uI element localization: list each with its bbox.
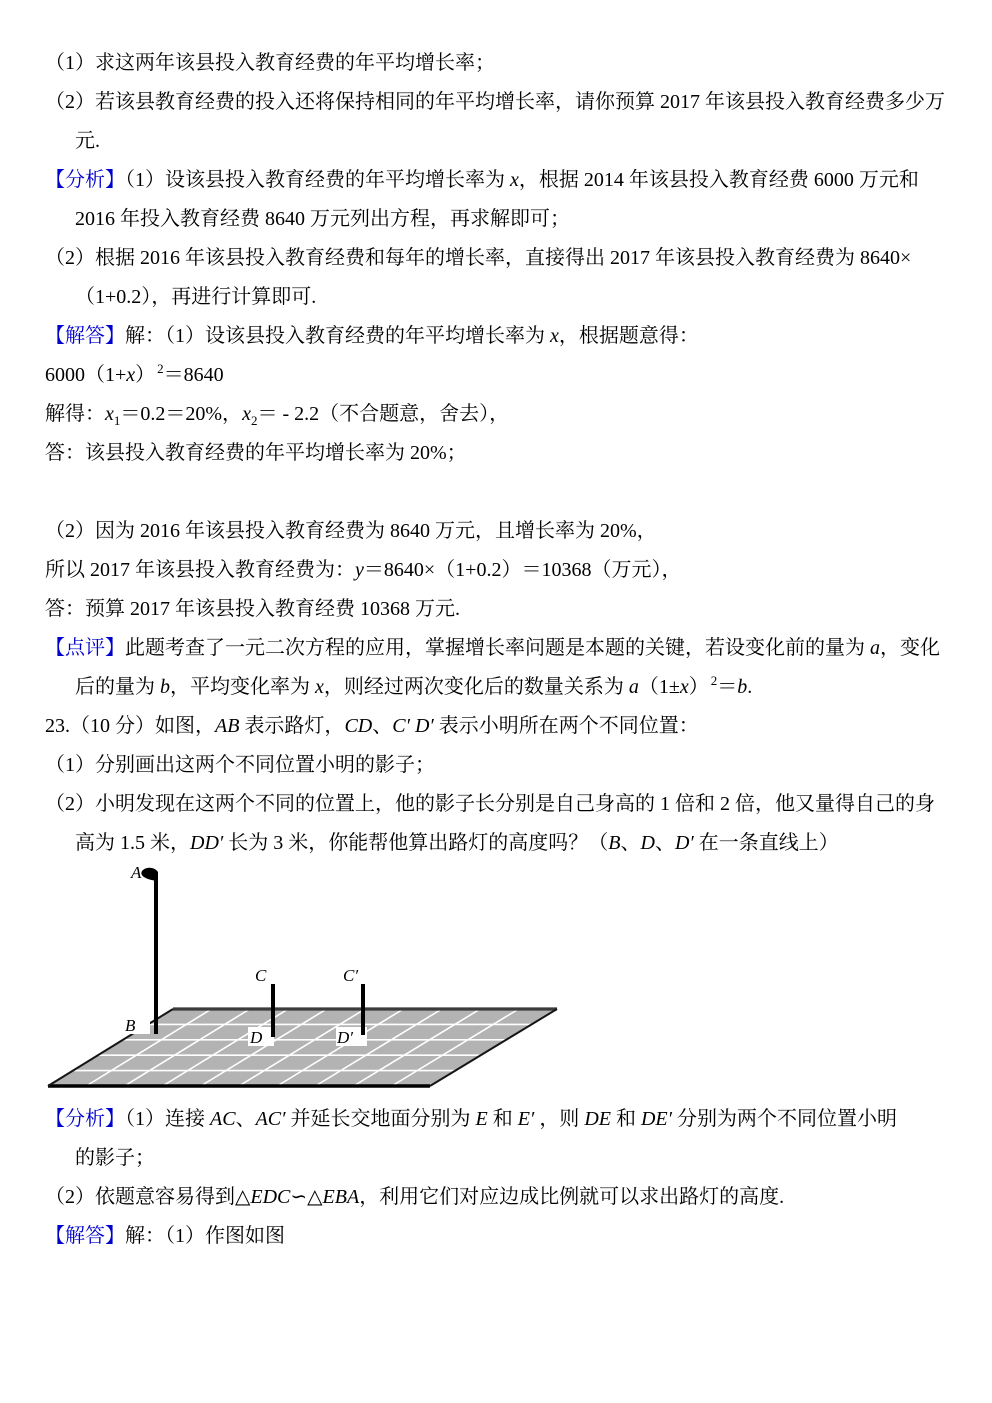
text-line bbox=[45, 668, 965, 707]
text-line bbox=[45, 590, 965, 629]
text-segment: ） bbox=[135, 364, 156, 386]
text-segment: E′ bbox=[517, 1108, 535, 1130]
text-segment: ，利用它们对应边成比例就可以求出路灯的高度. bbox=[359, 1186, 785, 1208]
text-segment: 和 bbox=[610, 1108, 641, 1130]
blank-line bbox=[45, 473, 965, 512]
text-line bbox=[45, 356, 965, 395]
lamp-head-icon bbox=[141, 868, 158, 881]
text-segment: （2）若该县教育经费的投入还将保持相同的年平均增长率，请你预算 2017 年该县投入教育经费多少万 bbox=[45, 91, 945, 113]
figure-block bbox=[45, 863, 965, 1100]
text-line bbox=[45, 1100, 965, 1139]
text-segment: 、 bbox=[235, 1108, 256, 1130]
text-segment: E bbox=[475, 1108, 488, 1130]
text-segment: AB bbox=[215, 715, 240, 737]
text-segment: 高为 1.5 米， bbox=[75, 832, 190, 854]
text-segment: ，则经过两次变化后的数量关系为 bbox=[323, 676, 629, 698]
text-segment: 在一条直线上） bbox=[693, 832, 839, 854]
text-line bbox=[45, 317, 965, 356]
text-segment: EDC bbox=[250, 1186, 291, 1208]
text-segment: ，平均变化率为 bbox=[170, 676, 315, 698]
text-segment: （1）求这两年该县投入教育经费的年平均增长率； bbox=[45, 52, 495, 74]
text-segment: x bbox=[105, 403, 114, 425]
text-segment: D′ bbox=[674, 832, 694, 854]
text-segment: （1）连接 bbox=[125, 1108, 210, 1130]
text-block-top bbox=[45, 44, 965, 863]
text-segment: 答：预算 2017 年该县投入教育经费 10368 万元. bbox=[45, 598, 460, 620]
text-segment: 此题考查了一元二次方程的应用，掌握增长率问题是本题的关键，若设变化前的量为 bbox=[125, 637, 870, 659]
text-segment: ＝8640×（1+0.2）＝10368（万元）， bbox=[363, 559, 682, 581]
text-segment: 的影子； bbox=[75, 1147, 155, 1169]
text-segment: 所以 2017 年该县投入教育经费为： bbox=[45, 559, 355, 581]
text-segment: C′ D′ bbox=[392, 715, 434, 737]
text-segment: 1 bbox=[113, 413, 121, 428]
text-segment: ） bbox=[688, 676, 709, 698]
text-line bbox=[45, 122, 965, 161]
text-segment: （1）设该县投入教育经费的年平均增长率为 bbox=[125, 169, 510, 191]
text-segment: DE bbox=[584, 1108, 611, 1130]
text-segment: 2016 年投入教育经费 8640 万元列出方程，再求解即可； bbox=[75, 208, 570, 230]
figure-label-c-prime: C′ bbox=[343, 966, 359, 985]
text-segment: b bbox=[160, 676, 170, 698]
text-segment: x bbox=[510, 169, 519, 191]
figure-label-d-prime: D′ bbox=[337, 1028, 353, 1047]
text-block-bottom bbox=[45, 1100, 965, 1256]
text-segment: ，变化 bbox=[880, 637, 940, 659]
text-segment: 解：（1）设该县投入教育经费的年平均增长率为 bbox=[125, 325, 550, 347]
text-line bbox=[45, 785, 965, 824]
text-segment: 、 bbox=[620, 832, 641, 854]
text-segment: x bbox=[679, 676, 689, 698]
text-segment: ＝0.2＝20%， bbox=[120, 403, 243, 425]
text-segment: CD bbox=[344, 715, 373, 737]
figure-label-b: B bbox=[125, 1016, 136, 1035]
text-segment: 、 bbox=[654, 832, 675, 854]
text-line bbox=[45, 512, 965, 551]
text-segment: a bbox=[628, 676, 639, 698]
section-tag: 【解答】 bbox=[45, 1225, 125, 1247]
text-segment: y bbox=[355, 559, 364, 581]
text-segment: （2）根据 2016 年该县投入教育经费和每年的增长率，直接得出 2017 年该县投入教育经费为 8640× bbox=[45, 247, 912, 269]
text-segment: x bbox=[242, 403, 251, 425]
text-segment: EBA bbox=[322, 1186, 360, 1208]
figure-label-a: A bbox=[131, 863, 142, 882]
text-segment: b bbox=[737, 676, 748, 698]
text-line bbox=[45, 629, 965, 668]
text-line bbox=[45, 161, 965, 200]
figure-label-d: D bbox=[250, 1028, 263, 1047]
text-line bbox=[45, 707, 965, 746]
text-line bbox=[45, 83, 965, 122]
text-line bbox=[45, 1178, 965, 1217]
text-segment: B bbox=[608, 832, 621, 854]
text-line bbox=[45, 395, 965, 434]
text-segment: x bbox=[126, 364, 136, 386]
text-line bbox=[45, 200, 965, 239]
text-segment: 答：该县投入教育经费的年平均增长率为 20%； bbox=[45, 442, 467, 464]
text-line bbox=[45, 1139, 965, 1178]
text-segment: （2）因为 2016 年该县投入教育经费为 8640 万元，且增长率为 20%， bbox=[45, 520, 657, 542]
text-segment: 长为 3 米，你能帮他算出路灯的高度吗？（ bbox=[223, 832, 609, 854]
text-segment: 表示路灯， bbox=[239, 715, 345, 737]
section-tag: 【分析】 bbox=[45, 1108, 125, 1130]
text-segment: ∽△ bbox=[290, 1186, 323, 1208]
section-tag: 【分析】 bbox=[45, 169, 125, 191]
text-line bbox=[45, 44, 965, 83]
text-segment: 分别为两个不同位置小明 bbox=[672, 1108, 898, 1130]
text-segment: 2 bbox=[710, 673, 718, 689]
text-segment: D bbox=[640, 832, 655, 854]
text-segment: 6000（1+ bbox=[45, 364, 127, 386]
text-segment: （2）小明发现在这两个不同的位置上，他的影子长分别是自己身高的 1 倍和 2 倍，他又量得自己的身 bbox=[45, 793, 935, 815]
section-tag: 【解答】 bbox=[45, 325, 125, 347]
section-tag: 【点评】 bbox=[45, 637, 125, 659]
text-segment: AC′ bbox=[255, 1108, 286, 1130]
text-line bbox=[45, 746, 965, 785]
text-segment: 23.（10 分）如图， bbox=[45, 715, 215, 737]
text-segment: ＝ bbox=[717, 676, 738, 698]
text-segment: （1± bbox=[638, 676, 680, 698]
text-line bbox=[45, 551, 965, 590]
text-segment: DE′ bbox=[640, 1108, 673, 1130]
text-line bbox=[45, 239, 965, 278]
text-segment: 2 bbox=[250, 413, 258, 428]
text-segment: x bbox=[315, 676, 324, 698]
text-segment: 、 bbox=[372, 715, 393, 737]
text-segment: a bbox=[870, 637, 880, 659]
text-segment: ，则 bbox=[534, 1108, 585, 1130]
text-segment: 2 bbox=[157, 361, 164, 377]
text-segment: （1+0.2），再进行计算即可. bbox=[75, 286, 317, 308]
text-segment: ＝ - 2.2（不合题意，舍去）， bbox=[257, 403, 510, 425]
document-body bbox=[45, 44, 965, 1256]
text-line bbox=[45, 278, 965, 317]
text-segment: ，根据题意得： bbox=[558, 325, 699, 347]
text-segment: （1）分别画出这两个不同位置小明的影子； bbox=[45, 754, 435, 776]
text-segment: 和 bbox=[487, 1108, 518, 1130]
text-segment: 解：（1）作图如图 bbox=[125, 1225, 285, 1247]
text-segment: 解得： bbox=[45, 403, 105, 425]
text-segment: x bbox=[550, 325, 559, 347]
text-segment: 后的量为 bbox=[75, 676, 160, 698]
text-line bbox=[45, 434, 965, 473]
text-segment: DD′ bbox=[190, 832, 224, 854]
text-segment: ，根据 2014 年该县投入教育经费 6000 万元和 bbox=[518, 169, 919, 191]
text-segment: ＝8640 bbox=[163, 364, 224, 386]
text-segment: （2）依题意容易得到△ bbox=[45, 1186, 251, 1208]
text-segment: AC bbox=[210, 1108, 236, 1130]
problem-figure bbox=[45, 863, 605, 1100]
text-segment: . bbox=[747, 676, 753, 698]
figure-label-c: C bbox=[255, 966, 267, 985]
text-segment: 元. bbox=[75, 130, 100, 152]
text-line bbox=[45, 824, 965, 863]
text-line bbox=[45, 1217, 965, 1256]
text-segment: 表示小明所在两个不同位置： bbox=[433, 715, 699, 737]
text-segment: 并延长交地面分别为 bbox=[285, 1108, 476, 1130]
